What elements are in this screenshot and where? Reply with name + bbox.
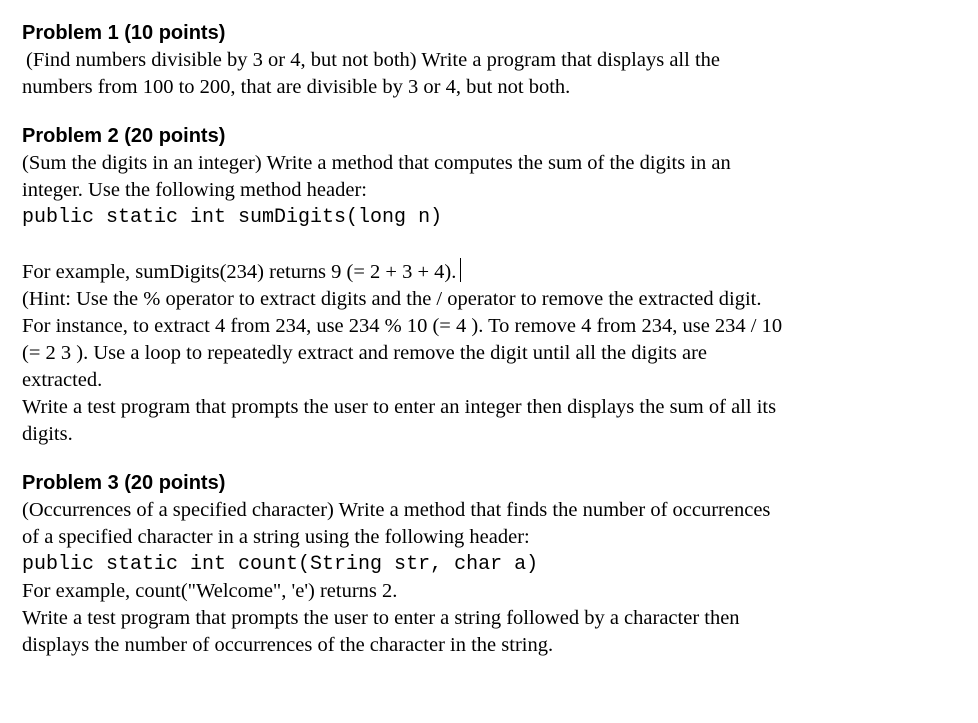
text-cursor xyxy=(460,258,461,282)
problem-2-hint-line-1: (Hint: Use the % operator to extract digits and the / operator to remove the extracted digit. xyxy=(22,288,762,310)
problem-2-test-line-2: digits. xyxy=(22,423,73,445)
problem-3-method-header: public static int count(String str, char a) xyxy=(22,553,539,576)
problem-3-heading: Problem 3 (20 points) xyxy=(22,472,226,494)
document-page xyxy=(22,20,962,659)
problem-3-test-line-1: Write a test program that prompts the user to enter a string followed by a character then xyxy=(22,607,740,629)
problem-2-line-2: integer. Use the following method header: xyxy=(22,179,367,201)
problem-3-line-1: (Occurrences of a specified character) Write a method that finds the number of occurrences xyxy=(22,499,771,521)
problem-1-line-1: (Find numbers divisible by 3 or 4, but not both) Write a program that displays all the xyxy=(26,49,720,71)
problem-2-method-header: public static int sumDigits(long n) xyxy=(22,206,443,229)
problem-1-heading: Problem 1 (10 points) xyxy=(22,22,226,44)
problem-3 xyxy=(22,470,962,659)
problem-2-hint-line-2: For instance, to extract 4 from 234, use 234 % 10 (= 4 ). To remove 4 from 234, use 234 / 10 xyxy=(22,315,783,337)
problem-2-test-line-1: Write a test program that prompts the user to enter an integer then displays the sum of all its xyxy=(22,396,777,418)
problem-2-hint-line-4: extracted. xyxy=(22,369,103,391)
problem-2 xyxy=(22,123,962,448)
problem-3-example: For example, count("Welcome", 'e') returns 2. xyxy=(22,580,398,602)
problem-3-test-line-2: displays the number of occurrences of the character in the string. xyxy=(22,634,554,656)
problem-2-example-text: For example, sumDigits(234) returns 9 (= 2 + 3 + 4). xyxy=(22,261,457,283)
problem-2-hint-line-3: (= 2 3 ). Use a loop to repeatedly extract and remove the digit until all the digits are xyxy=(22,342,707,364)
problem-2-line-1: (Sum the digits in an integer) Write a method that computes the sum of the digits in an xyxy=(22,152,731,174)
problem-1-line-2: numbers from 100 to 200, that are divisible by 3 or 4, but not both. xyxy=(22,76,571,98)
problem-1 xyxy=(22,20,962,101)
problem-2-heading: Problem 2 (20 points) xyxy=(22,125,226,147)
problem-3-line-2: of a specified character in a string using the following header: xyxy=(22,526,530,548)
problem-2-example xyxy=(22,258,962,286)
